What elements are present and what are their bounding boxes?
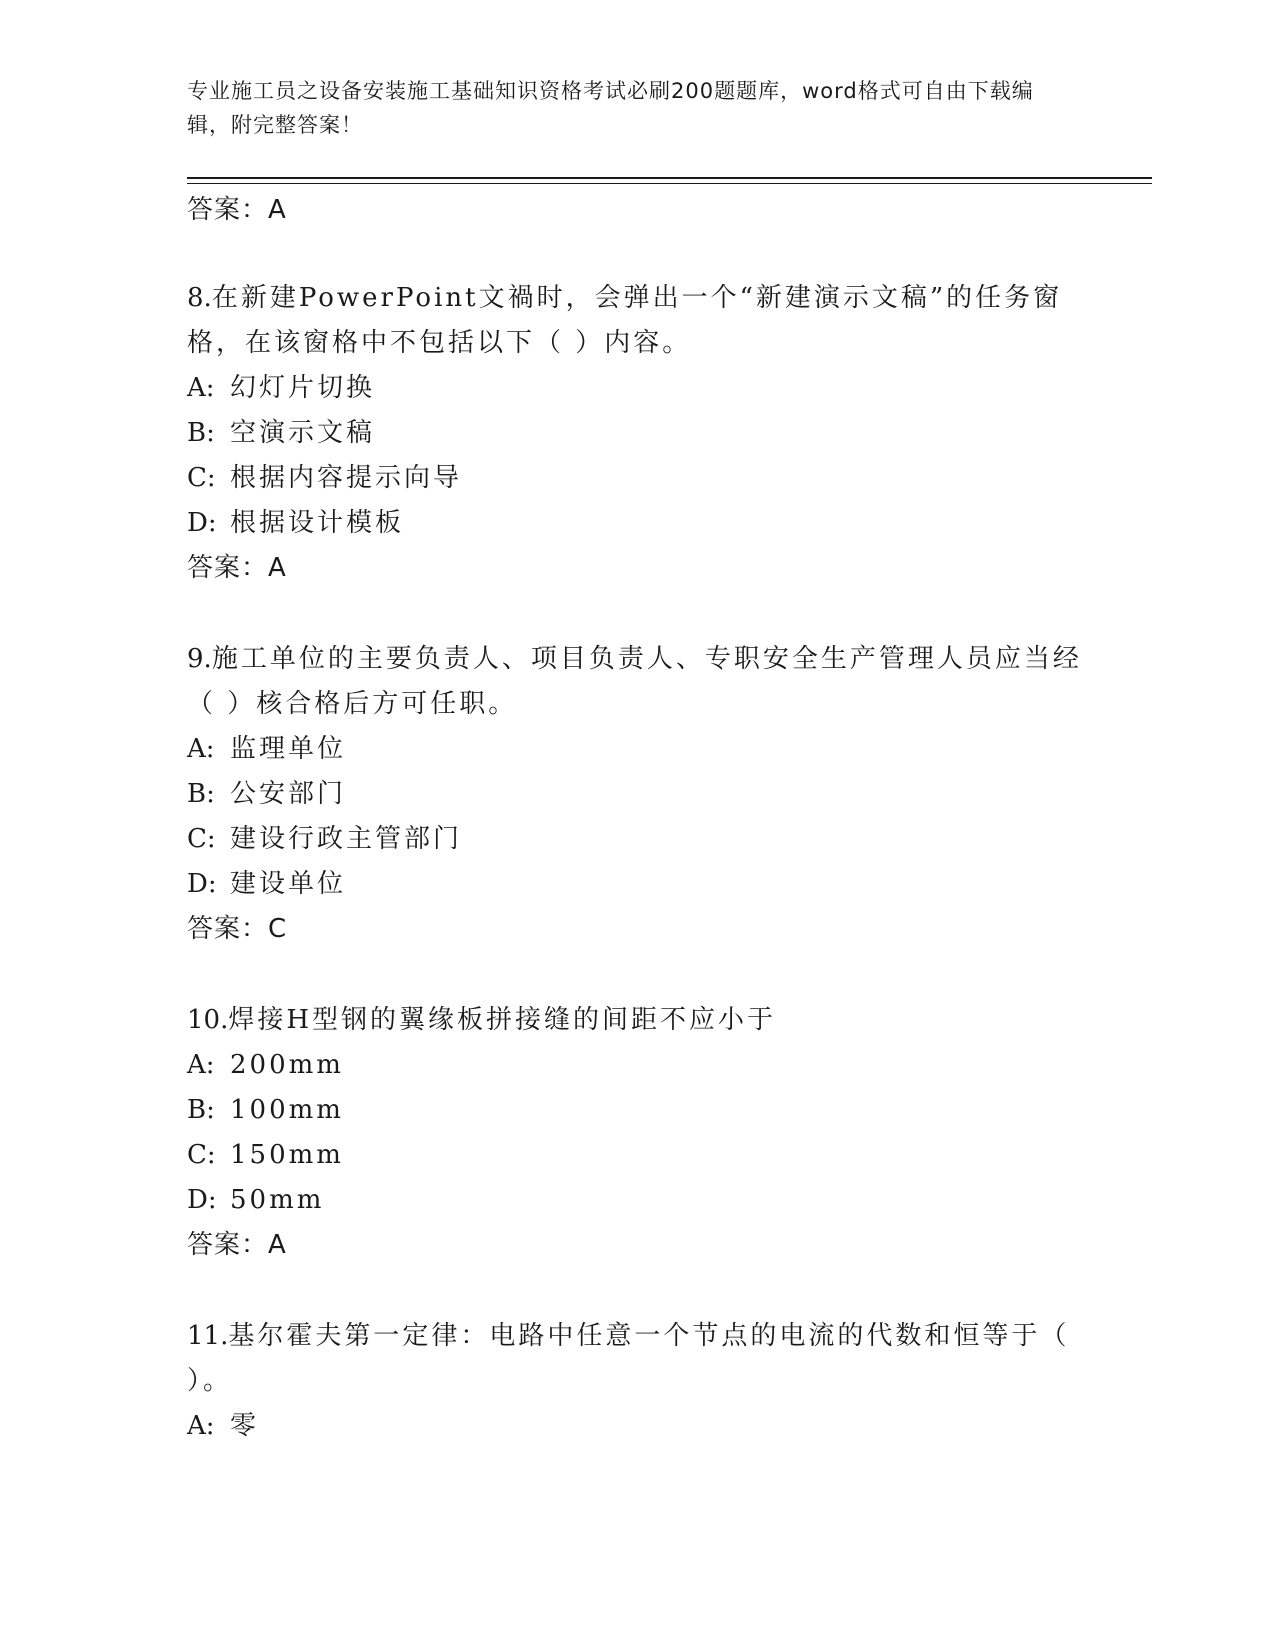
- answer-label: 答案：A: [187, 553, 287, 583]
- option-text: 空演示文稿: [230, 418, 376, 448]
- option-c: [187, 456, 1087, 501]
- option-a: [187, 366, 1087, 411]
- option-letter: C:: [187, 463, 216, 493]
- question-text: [187, 1314, 1087, 1404]
- option-text: 幻灯片切换: [230, 373, 376, 403]
- question-text: [187, 637, 1087, 727]
- question-list: [187, 190, 1087, 1449]
- answer-label: 答案：A: [187, 1230, 287, 1260]
- question-number: 8.: [187, 283, 212, 313]
- option-c: [187, 817, 1087, 862]
- option-a: [187, 1043, 1087, 1088]
- option-d: [187, 501, 1087, 546]
- option-text: 建设单位: [230, 869, 347, 899]
- option-letter: C:: [187, 824, 216, 854]
- question-body: 在新建PowerPoint文禍时，会弹出一个“新建演示文稿”的任务窗格，在该窗格中不包括以下（ ）内容。: [187, 283, 1063, 358]
- question-number: 11.: [187, 1321, 229, 1351]
- question-9: [187, 637, 1087, 952]
- option-a: [187, 727, 1087, 772]
- question-number: 10.: [187, 1005, 229, 1035]
- option-letter: B:: [187, 1095, 215, 1125]
- option-letter: A:: [187, 373, 215, 403]
- option-a: [187, 1404, 1087, 1449]
- question-number: 9.: [187, 644, 212, 674]
- option-b: [187, 1088, 1087, 1133]
- option-text: 根据内容提示向导: [230, 463, 463, 493]
- option-text: 建设行政主管部门: [230, 824, 463, 854]
- option-d: [187, 1178, 1087, 1223]
- option-letter: B:: [187, 418, 215, 448]
- option-letter: A:: [187, 1050, 215, 1080]
- question-body: 基尔霍夫第一定律：电路中任意一个节点的电流的代数和恒等于（ ）。: [187, 1321, 1070, 1396]
- option-c: [187, 1133, 1087, 1178]
- answer-label: 答案：C: [187, 914, 288, 944]
- document-header: 专业施工员之设备安装施工基础知识资格考试必刷200题题库，word格式可自由下载编辑，附完整答案！: [187, 79, 1034, 137]
- question-body: 施工单位的主要负责人、项目负责人、专职安全生产管理人员应当经（ ）核合格后方可任职。: [187, 644, 1082, 719]
- question-text: [187, 276, 1087, 366]
- option-b: [187, 411, 1087, 456]
- answer-label: 答案：A: [187, 195, 287, 225]
- option-text: 200mm: [230, 1050, 344, 1080]
- option-text: 150mm: [230, 1140, 344, 1170]
- option-letter: D:: [187, 1185, 217, 1215]
- question-text: [187, 998, 1087, 1043]
- question-10: [187, 998, 1087, 1268]
- option-text: 50mm: [230, 1185, 325, 1215]
- header-rule-thin: [187, 183, 1152, 184]
- option-b: [187, 772, 1087, 817]
- option-text: 监理单位: [230, 734, 347, 764]
- option-text: 100mm: [230, 1095, 344, 1125]
- option-text: 零: [230, 1411, 260, 1441]
- option-text: 根据设计模板: [230, 508, 405, 538]
- option-letter: A:: [187, 734, 215, 764]
- question-body: 焊接H型钢的翼缘板拼接缝的间距不应小于: [228, 1005, 777, 1035]
- option-letter: A:: [187, 1411, 215, 1441]
- question-11: [187, 1314, 1087, 1449]
- option-letter: D:: [187, 508, 217, 538]
- option-d: [187, 862, 1087, 907]
- option-text: 公安部门: [230, 779, 347, 809]
- option-letter: C:: [187, 1140, 216, 1170]
- question-8: [187, 276, 1087, 591]
- option-letter: D:: [187, 869, 217, 899]
- option-letter: B:: [187, 779, 215, 809]
- header-rule-thick: [187, 177, 1152, 179]
